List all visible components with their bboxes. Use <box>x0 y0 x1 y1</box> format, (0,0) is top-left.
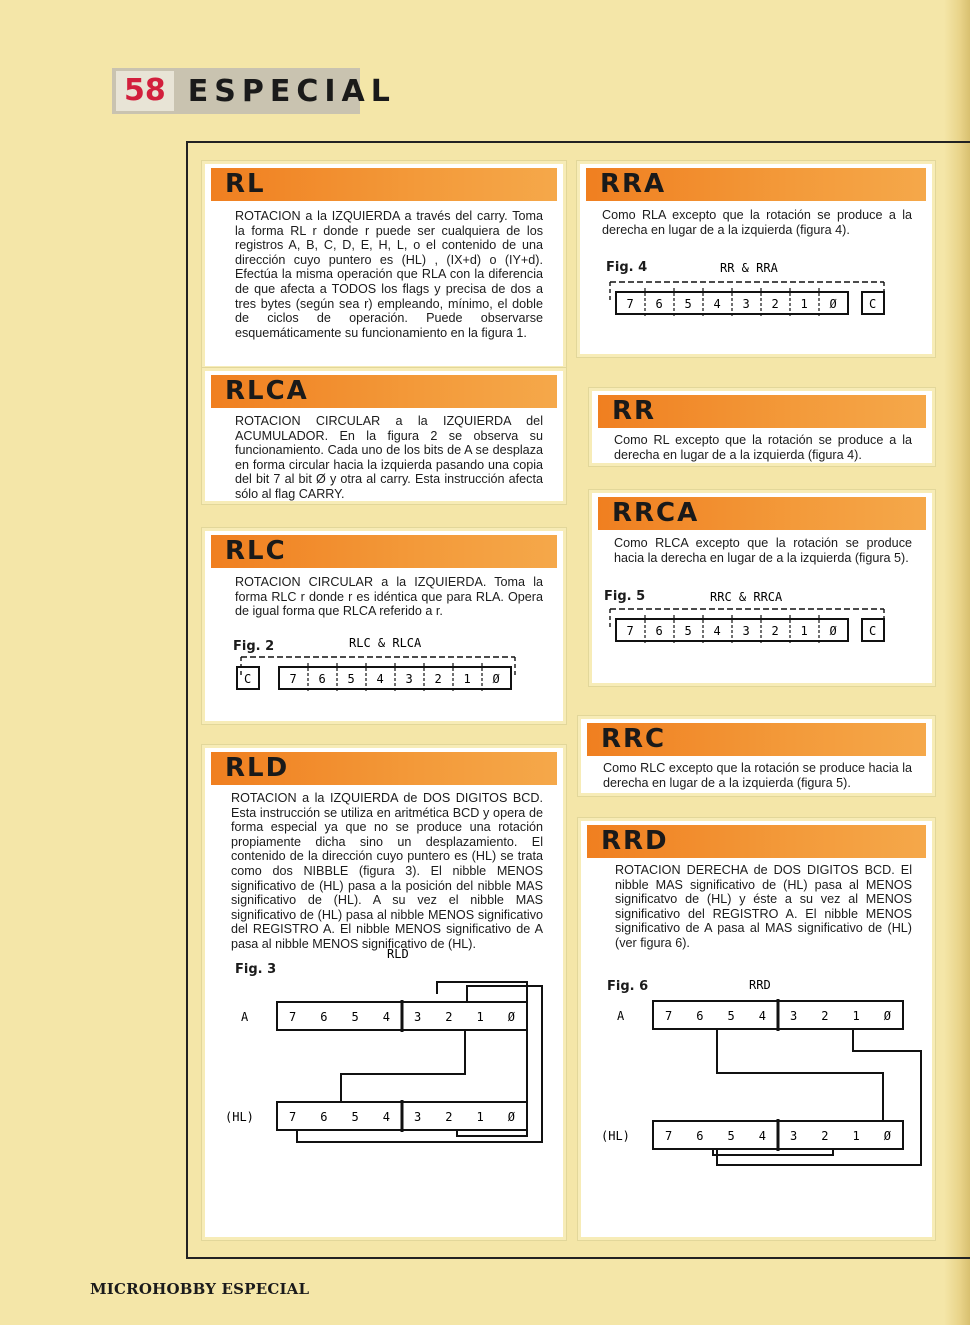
card-rra <box>577 161 935 357</box>
card-rl <box>202 161 566 369</box>
register-hl-bit: 6 <box>320 1110 328 1124</box>
register-a-bit: 5 <box>727 1009 735 1023</box>
card-rrd-text: ROTACION DERECHA de DOS DIGITOS BCD. El nibble MAS significativo de (HL) pasa al MENOS significatvo de (HL) y éste a su vez al MENOS significativo del REGISTRO A. El nibble MENOS significativo de A pasa al MAS significativo de (HL) (ver figura 6). <box>615 863 912 950</box>
bit-label: 5 <box>347 672 355 686</box>
card-rr-title: RR <box>612 396 657 426</box>
carry-label: C <box>869 297 877 311</box>
card-rlca-titlebar <box>211 375 557 408</box>
card-rrca-text: Como RLCA excepto que la rotación se produce hacia la derecha en lugar de a la izquierda (figura 5). <box>614 536 912 565</box>
card-rlca <box>202 368 566 504</box>
register-hl-bit: Ø <box>507 1110 515 1124</box>
bit-label: 1 <box>800 297 808 311</box>
register-hl-label: (HL) <box>225 1110 254 1124</box>
register-a-bit: 4 <box>758 1009 766 1023</box>
bit-label: 5 <box>684 297 692 311</box>
bit-label: 7 <box>626 624 634 638</box>
carry-label: C <box>244 672 252 686</box>
bit-label: 4 <box>713 297 721 311</box>
bit-label: 1 <box>463 672 471 686</box>
register-a-bit: 7 <box>665 1009 673 1023</box>
register-hl-bit: 1 <box>852 1129 860 1143</box>
fig6-label: Fig. 6 <box>607 979 649 994</box>
bit-label: 3 <box>742 297 750 311</box>
card-rra-titlebar <box>586 168 926 201</box>
frame-rule-left <box>186 141 188 1259</box>
bit-label: 4 <box>713 624 721 638</box>
card-rlc <box>202 528 566 724</box>
register-a-label: A <box>617 1009 625 1023</box>
fig5-diagram <box>602 583 932 665</box>
card-rr-text: Como RL excepto que la rotación se produce a la derecha en lugar de a la izquierda (figura 4). <box>614 433 912 462</box>
rld-path-hl-high-to-a <box>341 1030 465 1102</box>
frame-rule-top <box>186 141 970 143</box>
bit-label: 2 <box>771 624 779 638</box>
card-rl-title: RL <box>225 169 266 199</box>
register-a-bit: 6 <box>696 1009 704 1023</box>
bit-label: Ø <box>829 624 837 638</box>
register-a-bit: 2 <box>821 1009 829 1023</box>
page-spine <box>944 0 970 1325</box>
register-a-bit: 1 <box>852 1009 860 1023</box>
fig5-title: RRC & RRCA <box>710 590 783 604</box>
register-a-bit: 1 <box>476 1010 484 1024</box>
register-a-bit: 2 <box>445 1010 453 1024</box>
bit-label: 4 <box>376 672 384 686</box>
register-a-bit: 4 <box>382 1010 390 1024</box>
card-rrca <box>589 490 935 686</box>
fig3-label: Fig. 3 <box>235 962 277 977</box>
bit-label: 7 <box>626 297 634 311</box>
fig5-rotation <box>610 609 884 645</box>
card-rlca-text: ROTACION CIRCULAR a la IZQUIERDA del ACUMULADOR. En la figura 2 se observa su funcionamiento. Cada uno de los bits de A se desplaza en forma circular hacia la izquierda pasando una copia del bit 7 al bit Ø y otra al carry. Esta instrucción afecta sólo al flag CARRY. <box>235 414 543 501</box>
card-rl-text: ROTACION a la IZQUIERDA a través del carry. Toma la forma RL r donde r puede ser cualquiera de los registros A, B, C, D, E, H, L, o el contenido de una dirección cuyo puntero es (HL) , (IX+d) o (IY+d). Efectúa la misma operación que RLA con la diferencia de que afecta a TODOS los flags y precisa de dos a tres bytes (según sea r) empleando, mínimo, el doble de ciclos de operación. Puede observarse esquemáticamente su funcionamiento en la figura 1. <box>235 209 543 340</box>
card-rrca-titlebar <box>598 497 926 530</box>
fig2-label: Fig. 2 <box>233 639 275 654</box>
card-rrd-titlebar <box>587 825 926 858</box>
register-a-bit: Ø <box>883 1009 891 1023</box>
frame-rule-bottom <box>186 1257 970 1259</box>
card-rr-titlebar <box>598 395 926 428</box>
register-hl-bit: 4 <box>758 1129 766 1143</box>
card-rlc-title: RLC <box>225 536 287 566</box>
fig2-rotation <box>237 657 515 693</box>
fig2-diagram <box>233 631 563 713</box>
bit-label: 2 <box>434 672 442 686</box>
card-rrc-title: RRC <box>601 724 667 754</box>
card-rrd-title: RRD <box>601 826 669 856</box>
card-rra-title: RRA <box>600 169 667 199</box>
register-hl-bit: 3 <box>414 1110 422 1124</box>
card-rld-title: RLD <box>225 753 290 783</box>
register-hl-bit: 7 <box>289 1110 297 1124</box>
bit-label: 6 <box>318 672 326 686</box>
register-a-bit: 3 <box>414 1010 422 1024</box>
fig5-label: Fig. 5 <box>604 589 646 604</box>
rrd-path-a-to-hl <box>717 1029 883 1121</box>
card-rra-text: Como RLA excepto que la rotación se produce a la derecha en lugar de a la izquierda (figura 4). <box>602 208 912 237</box>
footer-magazine-name: MICROHOBBY ESPECIAL <box>90 1280 310 1298</box>
bit-label: 7 <box>289 672 297 686</box>
fig4-label: Fig. 4 <box>606 260 648 275</box>
page-header <box>112 68 396 114</box>
fig3-diagram <box>225 942 565 1187</box>
card-rld-titlebar <box>211 752 557 785</box>
bit-label: 3 <box>742 624 750 638</box>
fig4-rotation <box>610 282 884 318</box>
fig2-title: RLC & RLCA <box>349 636 422 650</box>
register-hl-bit: 5 <box>727 1129 735 1143</box>
card-rr <box>589 388 935 466</box>
register-hl-label: (HL) <box>601 1129 630 1143</box>
bit-label: 2 <box>771 297 779 311</box>
bit-label: 3 <box>405 672 413 686</box>
register-hl-bit: 1 <box>476 1110 484 1124</box>
register-a-label: A <box>241 1010 249 1024</box>
section-title: ESPECIAL <box>187 73 396 109</box>
card-rrc-text: Como RLC excepto que la rotación se produce hacia la derecha en lugar de a la izquierda (figura 5). <box>603 761 912 790</box>
register-a-bit: 3 <box>790 1009 798 1023</box>
register-hl-bit: 3 <box>790 1129 798 1143</box>
register-a-bit: 7 <box>289 1010 297 1024</box>
register-a-bit: 6 <box>320 1010 328 1024</box>
register-hl-bit: 2 <box>821 1129 829 1143</box>
card-rlca-title: RLCA <box>225 376 309 406</box>
register-hl-bit: 6 <box>696 1129 704 1143</box>
fig6-title: RRD <box>749 978 771 992</box>
register-hl-bit: 2 <box>445 1110 453 1124</box>
register-a-bit: 5 <box>351 1010 359 1024</box>
card-rlc-text: ROTACION CIRCULAR a la IZQUIERDA. Toma la forma RLC r donde r es idéntica que para RLA. Opera de igual forma que RLCA referido a r. <box>235 575 543 619</box>
bit-label: Ø <box>492 672 500 686</box>
fig6-diagram <box>601 971 941 1191</box>
carry-label: C <box>869 624 877 638</box>
bit-label: 1 <box>800 624 808 638</box>
card-rrc <box>578 716 935 796</box>
register-hl-bit: Ø <box>883 1129 891 1143</box>
fig4-title: RR & RRA <box>720 261 778 275</box>
register-hl-bit: 7 <box>665 1129 673 1143</box>
card-rlc-titlebar <box>211 535 557 568</box>
fig4-diagram <box>602 256 932 338</box>
register-a-bit: Ø <box>507 1010 515 1024</box>
fig6-nibbles <box>601 999 921 1165</box>
card-rrc-titlebar <box>587 723 926 756</box>
bit-label: 6 <box>655 297 663 311</box>
card-rrca-title: RRCA <box>612 498 700 528</box>
card-rl-titlebar <box>211 168 557 201</box>
bit-label: Ø <box>829 297 837 311</box>
card-rld-text: ROTACION a la IZQUIERDA de DOS DIGITOS BCD. Esta instrucción se utiliza en aritmética BCD y opera de forma especial ya que no se produce una rotación propiamente dicha sino un desplazamiento. El contenido de la dirección cuyo puntero es (HL) se trata como dos NIBBLE (figura 3). El nibble MENOS significativo de (HL) pasa a la posición del nibble MAS significativo de (HL). A su vez el nibble MAS significativo de (HL) pasa al nibble MENOS significativo del REGISTRO A. El nibble MENOS significativo de A pasa al nibble MENOS significativo de (HL). <box>231 791 543 951</box>
register-hl-bit: 5 <box>351 1110 359 1124</box>
register-hl-bit: 4 <box>382 1110 390 1124</box>
bit-label: 5 <box>684 624 692 638</box>
fig3-title: RLD <box>387 947 409 961</box>
bit-label: 6 <box>655 624 663 638</box>
page-number: 58 <box>116 71 174 111</box>
fig3-nibbles <box>225 982 542 1142</box>
card-rld <box>202 745 566 1240</box>
card-rrd <box>578 818 935 1240</box>
